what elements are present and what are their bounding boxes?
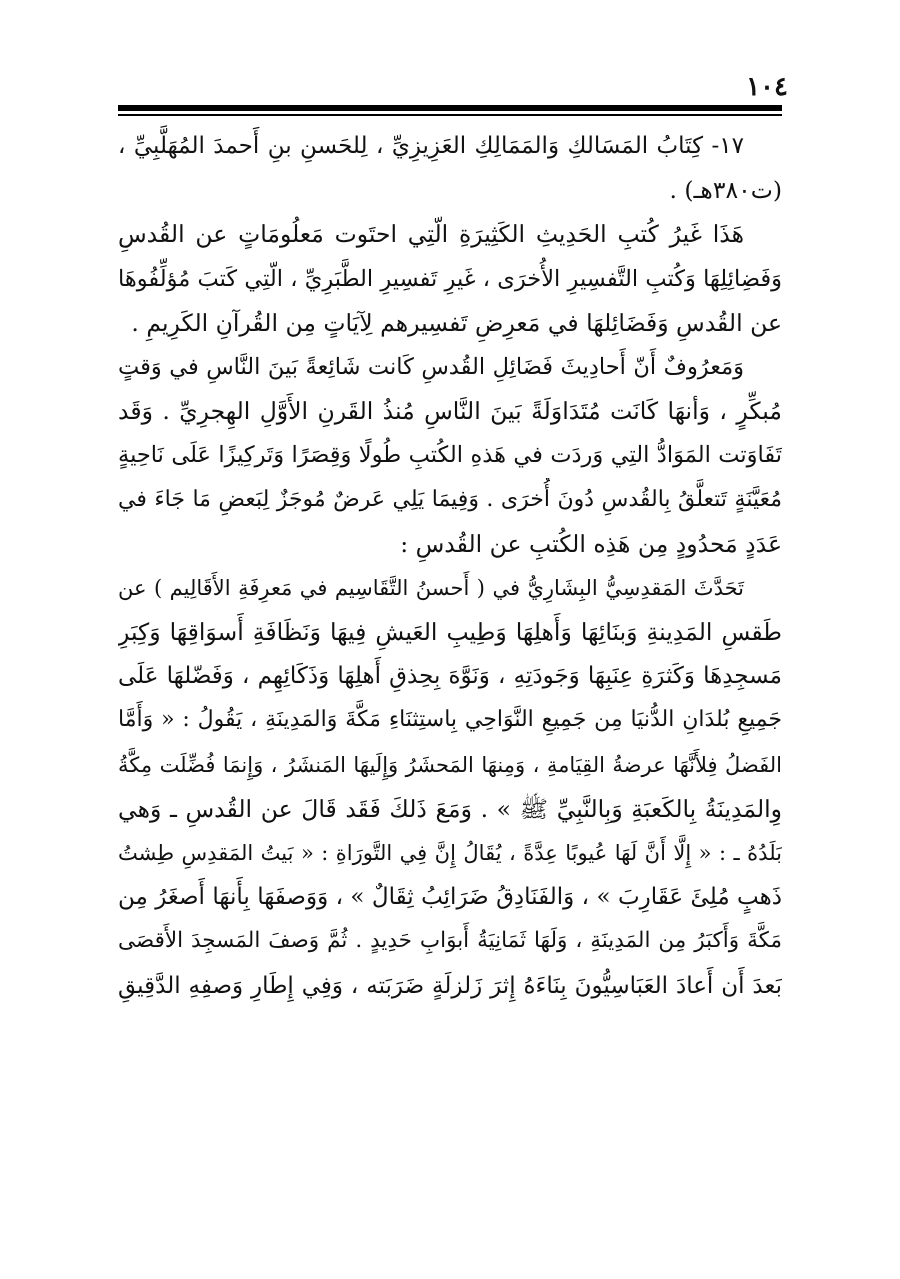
text-line: وَمَعرُوفٌ أَنّ أَحادِيثَ فَضَائِلِ القُدسِ كَانت شَائِعةً بَينَ النَّاسِ في وَقتٍ bbox=[118, 353, 744, 380]
text-line: وِالمَدِينَةُ بِالكَعبَةِ وَبِالنَّبِيِّ ﷺ » . وَمَعَ ذَلكَ فَقَد قَالَ عن القُدسِ ـ وَهي bbox=[118, 794, 782, 823]
text-line: مَكَّةَ وَأَكبَرُ مِن المَدِينَةِ ، وَلَهَا ثَمَانِيَةُ أَبوَابِ حَدِيدٍ . ثُمَّ وَصفَ المَسجِدَ الأَقصَى bbox=[118, 928, 782, 954]
text-line: هَذَا غَيرُ كُتبِ الحَدِيثِ الكَثِيرَةِ الّتِي احتَوت مَعلُومَاتٍ عن القُدسِ bbox=[118, 220, 744, 249]
text-line: تَحَدَّثَ المَقدِسِيُّ البِشَارِيُّ في ( أَحسنُ التَّقَاسِيم في مَعرِفَةِ الأَقَالِيم ) عن bbox=[118, 575, 744, 600]
header-rule-thin bbox=[118, 114, 782, 116]
text-line: عن القُدسِ وَفَضَائِلهَا في مَعرِضِ تَفسِيرهم لِآيَاتٍ مِن القُرآنِ الكَرِيمِ . bbox=[131, 308, 782, 337]
paragraph bbox=[118, 566, 782, 1008]
body-text bbox=[118, 124, 782, 1008]
text-line: ذَهبٍ مُلِئَ عَقَارِبَ » ، وَالفَنَادِقُ ضَرَائِبُ ثِقَالٌ » ، وَوَصفَهَا بِأَنهَا أَصغَرُ مِن bbox=[118, 884, 782, 911]
text-line: بَلَدُهُ ـ : « إِلَّا أَنَّ لَهَا عُيوبًا عِدَّةً ، يُقَالُ إِنَّ فِي التَّورَاةِ : « بَيتُ المَقدِسِ طِشتُ bbox=[118, 841, 782, 865]
text-line: بَعدَ أَن أَعادَ العَبَاسِيُّونَ بِنَاءَهُ إِثرَ زَلزلَةٍ ضَرَبَته ، وَفِي إِطَارِ وَصفِهِ الدَّقِيقِ bbox=[118, 972, 782, 999]
text-line: الفَضلُ فِلأَنَّهَا عرضةُ القِيَامةِ ، وَمِنهَا المَحشَرُ وَإِلَيهَا المَنشَرُ ، وَإِنمَا فُضِّلَت مِكَّةُ bbox=[118, 752, 782, 777]
text-line: تَفَاوَتت المَوَادُّ التِي وَردَت في هَذهِ الكُتبِ طُولًا وَقِصَرًا وَتَركِيزًا عَلَى نَاحِيةٍ bbox=[118, 442, 782, 469]
page-number: ١٠٤ bbox=[746, 72, 788, 102]
text-line: مُبكِّرٍ ، وَأنهَا كَانَت مُتَدَاوَلَةً بَينَ النَّاسِ مُنذُ القَرنِ الأَوَّلِ الهِجرِيِّ . وَقَد bbox=[118, 397, 782, 426]
text-line: ١٧- كِتَابُ المَسَالكِ وَالمَمَالِكِ العَزِيزِيِّ ، لِلحَسنِ بنِ أَحمدَ المُهَلَّبِيِّ ، bbox=[118, 133, 744, 159]
text-line: (ت٣٨٠هـ) . bbox=[669, 176, 782, 205]
paragraph-item-17 bbox=[118, 124, 782, 212]
paragraph bbox=[118, 212, 782, 345]
text-line: طَقسِ المَدِينةِ وَبنَائِهَا وَأَهلِهَا وَطِيبِ العَيشِ فِيهَا وَنَظَافَةِ أَسوَاقِهَا وَكِبَرِ bbox=[118, 618, 782, 647]
text-line: عَدَدٍ مَحدُودٍ مِن هَذِه الكُتبِ عن القُدسِ : bbox=[400, 529, 782, 558]
paragraph bbox=[118, 345, 782, 566]
header-rule-thick bbox=[118, 105, 782, 111]
text-line: وَفَضِائِلِهَا وَكُتبِ التَّفسِيرِ الأُخرَى ، غَيرِ تَفسِيرِ الطَّبَرِيِّ ، الّتِي كَتبَ مُؤلِّفُوهَا bbox=[118, 265, 782, 292]
text-line: مُعَيَّنَةٍ تَتعلَّقُ بِالقُدسِ دُونَ أُخرَى . وَفِيمَا يَلِي عَرضٌ مُوجَزٌ لِبَعضِ مَا جَاءَ في bbox=[118, 486, 782, 512]
text-line: مَسجِدِهَا وَكَثرَةِ عِنَبِهَا وَجَودَتِهِ ، وَنَوَّهَ بِحِذقِ أَهلِهَا وَذَكَائِهِم ، وَفَضّلهَا عَلَى bbox=[118, 663, 782, 690]
text-line: جَمِيعِ بُلدَانِ الدُّنيَا مِن جَمِيعِ النَّوَاحِي بِاستِثنَاءِ مَكَّةَ وَالمَدِينَةِ ، يَقُولُ : « وَأَمَّا bbox=[118, 707, 782, 733]
